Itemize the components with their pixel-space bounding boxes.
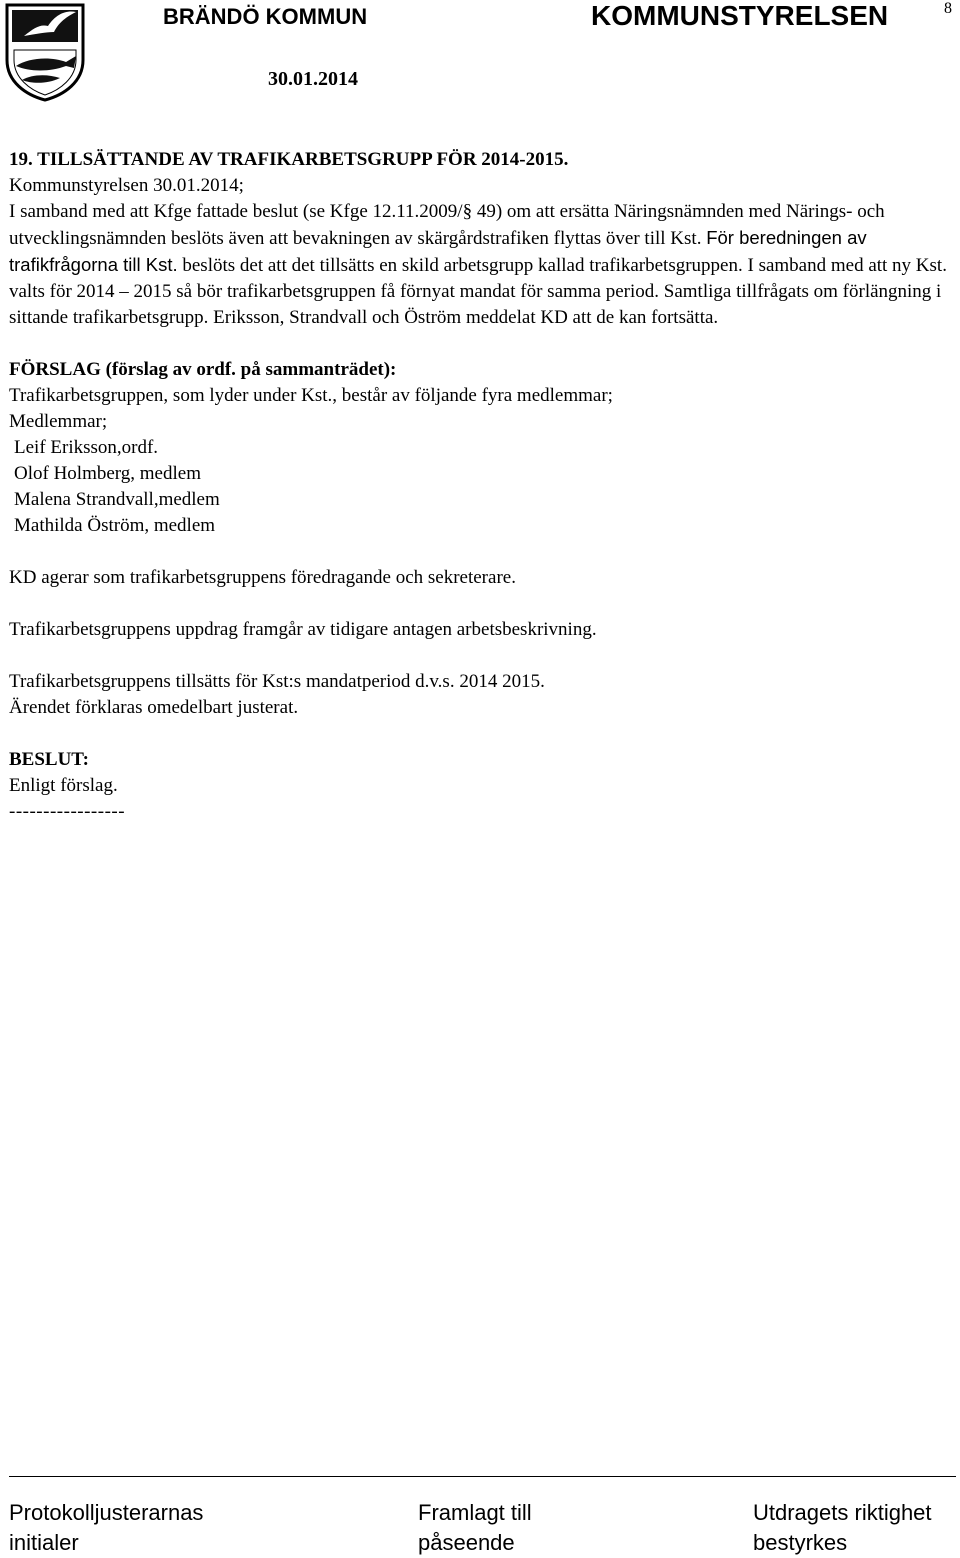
members-label: Medlemmar; xyxy=(9,411,108,432)
footer-certified-label-2: bestyrkes xyxy=(753,1530,848,1555)
mission-text: Trafikarbetsgruppens uppdrag framgår av tidigare antagen arbetsbeskrivning. xyxy=(9,619,597,640)
background-text-2: För beredningen av trafikfrågorna till Kst. xyxy=(9,227,867,275)
footer-initials-label-2: initialer xyxy=(9,1530,79,1555)
municipality-name: BRÄNDÖ KOMMUN xyxy=(163,4,368,29)
decision-heading: BESLUT: xyxy=(9,749,89,770)
page-number: 8 xyxy=(944,0,952,17)
board-name: KOMMUNSTYRELSEN xyxy=(591,0,889,31)
footer-displayed-label-1: Framlagt till xyxy=(418,1500,532,1525)
footer-displayed-field xyxy=(418,1498,532,1558)
proposal-heading: FÖRSLAG (förslag av ordf. på sammanträdet): xyxy=(9,359,397,380)
period-text: Trafikarbetsgruppens tillsätts för Kst:s mandatperiod d.v.s. 2014 2015. xyxy=(9,671,545,692)
footer-displayed-label-2: påseende xyxy=(418,1530,515,1555)
member-item: Olof Holmberg, medlem xyxy=(14,463,201,484)
minutes-body xyxy=(9,147,954,825)
background-paragraph xyxy=(9,199,954,331)
footer-initials-field xyxy=(9,1498,203,1558)
member-item: Malena Strandvall,medlem xyxy=(14,489,220,510)
decision-text: Enligt förslag. xyxy=(9,775,118,796)
footer-certified-field xyxy=(753,1498,932,1558)
background-text-3: beslöts det att det tillsätts en skild arbetsgrupp kallad trafikarbetsgruppen. I samband med att ny Kst. valts för 2014 – 2015 så bör trafikarbetsgruppen få förnyat mandat för samma period. Samtliga tillfrågats om förlängning i sittande trafikarbetsgrupp. Eriksson, Strandvall och Öström meddelat KD att de kan fortsätta. xyxy=(9,255,947,328)
decision-separator: ----------------- xyxy=(9,801,126,822)
section-reference: Kommunstyrelsen 30.01.2014; xyxy=(9,175,244,196)
adjusted-text: Ärendet förklaras omedelbart justerat. xyxy=(9,697,299,718)
footer-divider xyxy=(9,1476,956,1477)
footer-certified-label-1: Utdragets riktighet xyxy=(753,1500,932,1525)
meeting-date: 30.01.2014 xyxy=(268,68,358,90)
municipal-coat-of-arms-logo xyxy=(4,2,86,102)
footer-initials-label-1: Protokolljusterarnas xyxy=(9,1500,204,1525)
background-text-1: I samband med att Kfge fattade beslut (se Kfge 12.11.2009/§ 49) om att ersätta Näringsnämnden med Närings- och utvecklingsnämnden beslöts även att bevakningen av skärgårdstrafiken flyttas över till Kst. xyxy=(9,201,885,249)
member-item: Leif Eriksson,ordf. xyxy=(14,437,159,458)
proposal-intro: Trafikarbetsgruppen, som lyder under Kst., består av följande fyra medlemmar; xyxy=(9,385,613,406)
member-item: Mathilda Öström, medlem xyxy=(14,515,216,536)
kd-role-text: KD agerar som trafikarbetsgruppens föredragande och sekreterare. xyxy=(9,567,516,588)
section-title: 19. TILLSÄTTANDE AV TRAFIKARBETSGRUPP FÖR 2014-2015. xyxy=(9,149,569,170)
